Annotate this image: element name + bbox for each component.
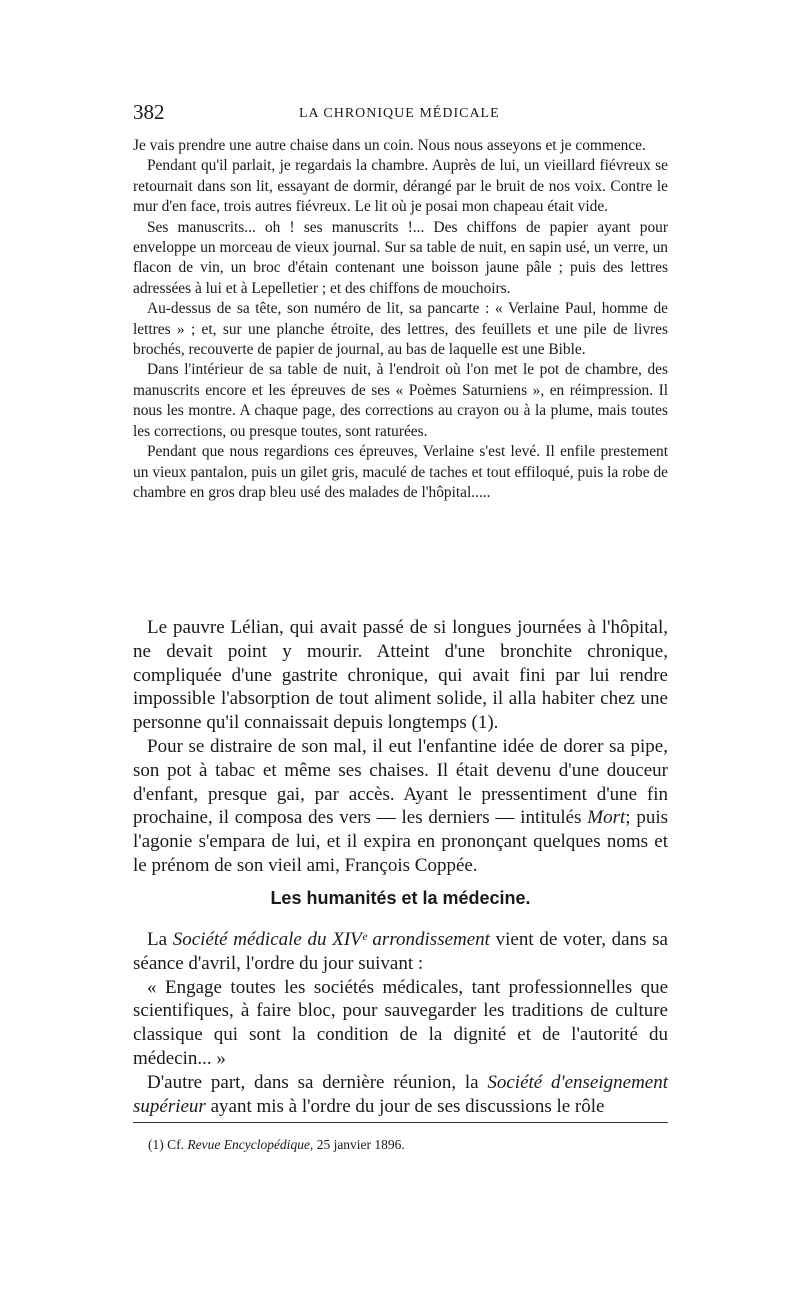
running-title: LA CHRONIQUE MÉDICALE	[299, 106, 500, 121]
section-text-run: ayant mis à l'ordre du jour de ses discussions le rôle	[210, 1095, 605, 1117]
footnote-source: Revue Encyclopédique,	[187, 1137, 314, 1152]
page-number: 382	[133, 100, 165, 124]
footnote-date: 25 janvier 1896.	[316, 1137, 405, 1152]
footnote-rule	[133, 1122, 668, 1123]
body-paragraph: Le pauvre Lélian, qui avait passé de si longues journées à l'hôpital, ne devait point y mourir. Atteint d'une bronchite chronique, compliquée d'une gastrite chronique, qui avait fini par lui rendre impossible l'absorption de tout aliment solide, il alla habiter chez une personne qu'il connaissait depuis longtemps (1).	[133, 617, 668, 734]
section-body	[133, 928, 668, 1118]
section-paragraph	[133, 928, 668, 976]
section-text-run: vient de voter, dans sa séance d'avril, l'ordre du jour suivant :	[133, 929, 668, 974]
quoted-paragraph: Dans l'intérieur de sa table de nuit, à l'endroit où l'on met le pot de chambre, des manuscrits encore et les épreuves de ses « Poèmes Saturniens », en réimpression. Il nous les montre. A chaque page, des corrections au crayon ou à la plume, mais toutes les corrections, ou presque toutes, sont raturées.	[133, 361, 668, 440]
society-name: Société d'enseignement supérieur	[133, 1071, 668, 1117]
quoted-passage	[133, 136, 668, 503]
section-paragraph	[133, 1071, 668, 1119]
quoted-paragraph: Au-dessus de sa tête, son numéro de lit, sa pancarte : « Verlaine Paul, homme de lettres » ; et, sur une planche étroite, des lettres, des feuillets et une pile de livres brochés, recouverte de papier de journal, au bas de laquelle est une Bible.	[133, 300, 668, 359]
section-text-run: D'autre part, dans sa dernière réunion, la	[147, 1071, 479, 1093]
body-text	[133, 616, 668, 878]
footnote-marker: (1) Cf.	[148, 1137, 184, 1152]
section-title: Les humanités et la médecine.	[270, 888, 531, 908]
section-paragraph: « Engage toutes les sociétés médicales, tant professionnelles que scientifiques, à faire bloc, pour sauvegarder les traditions de culture classique qui sont la condition de la dignité et de l'autorité du médecin... »	[133, 976, 668, 1069]
body-paragraph	[133, 735, 668, 878]
body-text-run: ; puis l'agonie s'empara de lui, et il expira en prononçant quelques noms et le prénom de son vieil ami, François Coppée.	[133, 807, 669, 876]
section-text-run: La	[147, 929, 168, 950]
footnote	[148, 1137, 405, 1153]
society-name: Société médicale du XIVᵉ arrondissement	[172, 929, 490, 950]
quoted-paragraph: Pendant que nous regardions ces épreuves, Verlaine s'est levé. Il enfile prestement un vieux pantalon, puis un gilet gris, maculé de taches et tout effiloqué, puis la robe de chambre en gros drap bleu usé des malades de l'hôpital.....	[133, 443, 668, 501]
body-text-run: Pour se distraire de son mal, il eut l'enfantine idée de dorer sa pipe, son pot à tabac et même ses chaises. Il était devenu d'une douceur d'enfant, presque gai, par accès. Ayant le pressentiment d'une fin prochaine, il composa des vers — les derniers — intitulés	[133, 735, 668, 829]
page-header	[133, 100, 668, 132]
poem-title: Mort	[587, 807, 626, 829]
quoted-paragraph: Je vais prendre une autre chaise dans un coin. Nous nous asseyons et je commence.	[133, 137, 646, 154]
quoted-paragraph: Ses manuscrits... oh ! ses manuscrits !... Des chiffons de papier ayant pour enveloppe un morceau de vieux journal. Sur sa table de nuit, en sapin usé, un verre, un flacon de vin, un broc d'étain contenant une boisson jaune pâle ; puis des lettres adressées à lui et à Lepelletier ; et des chiffons de mouchoirs.	[133, 218, 668, 297]
quoted-paragraph: Pendant qu'il parlait, je regardais la chambre. Auprès de lui, un vieillard fiévreux se retournait dans son lit, essayant de dormir, dérangé par le bruit de nos voix. Contre le mur d'en face, trois autres fiévreux. Le lit où je posai mon chapeau était vide.	[133, 157, 668, 216]
